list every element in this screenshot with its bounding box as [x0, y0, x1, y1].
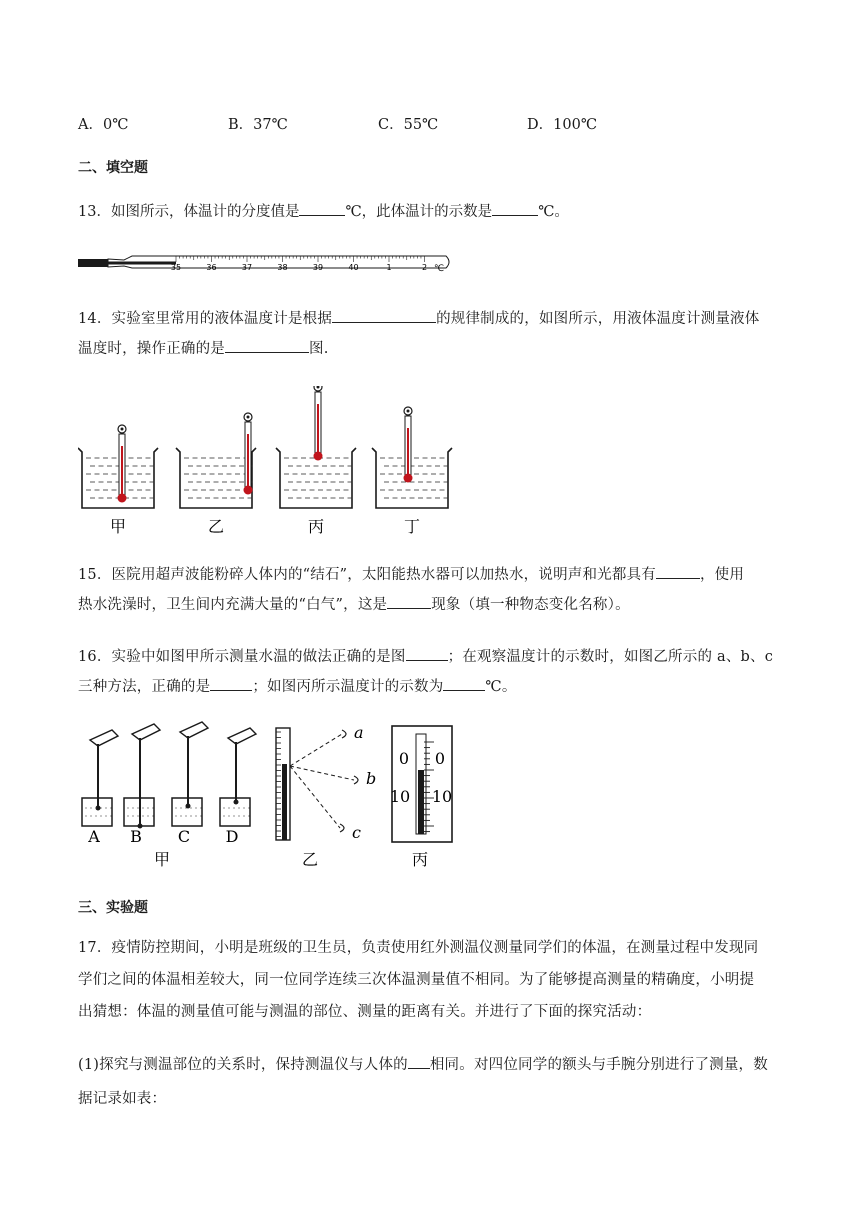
scale-label: 35 [170, 263, 182, 272]
thermometer-ticks [176, 256, 425, 262]
scale-label: 10 [389, 787, 411, 806]
thermometer [118, 425, 127, 503]
figure-label: 乙 [301, 850, 319, 869]
eye-label: a [354, 723, 364, 742]
eye-label: c [352, 823, 361, 842]
beaker-label: D [225, 827, 239, 846]
viewing-angle-diagram [276, 723, 376, 842]
beaker-label: B [130, 827, 142, 846]
answer-blank[interactable] [492, 201, 538, 216]
section-title-experiment: 三、实验题 [78, 900, 148, 916]
thermometer [244, 413, 253, 495]
beaker-setup [276, 386, 356, 536]
question-15-text: 15．医院用超声波能粉碎人体内的“结石”，太阳能热水器可以加热水，说明声和光都具有 ，使用 热水洗澡时，卫生间内充满大量的“白气”，这是 现象（填一种物态变化名称）。 [78, 560, 790, 620]
section-title-fill-blank: 二、填空题 [78, 160, 148, 176]
beaker-setup [78, 425, 158, 536]
option-b: B．37℃ [228, 117, 288, 133]
option-a: A．0℃ [78, 117, 129, 133]
thermometer-reading-diagram [390, 726, 452, 842]
scale-label: 38 [277, 263, 288, 272]
scale-label: 10 [431, 787, 453, 806]
scale-label: 2 [421, 263, 428, 272]
figure-label: 甲 [109, 517, 127, 536]
eye-label: b [366, 769, 377, 788]
eye-icon [354, 776, 358, 784]
eye-icon [340, 824, 344, 832]
scale-label: 40 [348, 263, 359, 272]
beaker-thermometer-figure [78, 386, 458, 536]
question-17-text: 17．疫情防控期间，小明是班级的卫生员，负责使用红外测温仪测量同学们的体温，在测量过程中发现同 学们之间的体温相差较大，同一位同学连续三次体温测量值不相同。为了能够提高测量的精确度，小明提 出猜想：体温的测量值可能与测温的部位、测量的距离有关。并进行了下面的探究活动： [78, 940, 759, 1020]
figure-label: 甲 [153, 850, 171, 869]
answer-blank[interactable] [225, 338, 309, 353]
beaker [176, 448, 256, 508]
q16-figure [78, 720, 458, 875]
answer-blank[interactable] [299, 201, 345, 216]
answer-blank[interactable] [210, 676, 252, 691]
option-d: D．100℃ [527, 117, 598, 133]
scale-label: 1 [386, 263, 392, 272]
scale-label: 0 [398, 749, 410, 768]
beaker-setup [220, 728, 256, 846]
thermometer [404, 407, 413, 483]
beaker-label: A [88, 827, 100, 846]
answer-blank[interactable] [656, 564, 700, 579]
question-14-text: 14．实验室里常用的液体温度计是根据 的规律制成的，如图所示，用液体温度计测量液体 温度时，操作正确的是 图. [78, 304, 790, 364]
beaker-setup [82, 730, 118, 846]
beaker-setup [176, 413, 256, 536]
figure-label: 乙 [207, 517, 225, 536]
answer-blank[interactable] [443, 676, 485, 691]
eye-icon [342, 730, 346, 738]
scale-label: 37 [241, 263, 253, 272]
figure-label: 丙 [411, 850, 429, 869]
beaker-setup [372, 407, 452, 536]
scale-label: 39 [312, 263, 324, 272]
unit-label: ℃ [434, 264, 445, 274]
answer-blank[interactable] [408, 1054, 430, 1069]
thermometer [314, 386, 323, 461]
question-17-part-1: (1)探究与测温部位的关系时，保持测温仪与人体的 相同。对四位同学的额头与手腕分别进行了测量，数 据记录如表： [78, 1048, 790, 1116]
scale-label: 0 [434, 749, 446, 768]
option-c: C．55℃ [378, 117, 439, 133]
beaker-label: C [177, 827, 191, 846]
beaker-setup [172, 722, 208, 846]
beaker-setup [124, 724, 160, 846]
answer-blank[interactable] [406, 646, 448, 661]
question-16-text: 16．实验中如图甲所示测量水温的做法正确的是图 ；在观察温度计的示数时，如图乙所示的 a、b、c 三种方法，正确的是 ；如图丙所示温度计的示数为 ℃。 [78, 642, 790, 702]
scale-label: 36 [206, 263, 217, 272]
answer-blank[interactable] [387, 594, 431, 609]
figure-label: 丁 [403, 517, 421, 536]
answer-blank[interactable] [332, 308, 436, 323]
clinical-thermometer-figure [76, 248, 456, 276]
figure-label: 丙 [307, 517, 325, 536]
question-13-text: 13．如图所示，体温计的分度值是 ℃，此体温计的示数是 ℃。 [78, 200, 569, 221]
